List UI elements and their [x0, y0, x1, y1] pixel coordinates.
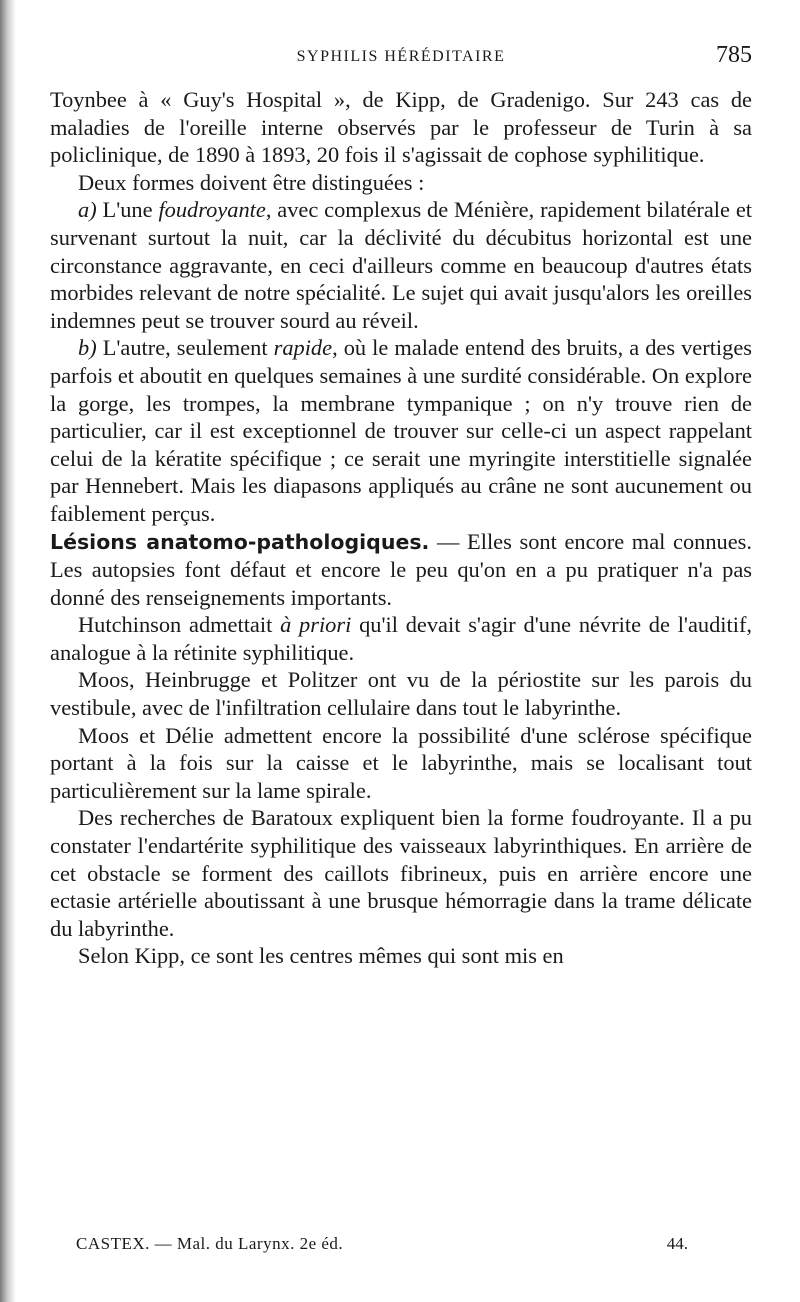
paragraph-moos-delie: Moos et Délie admettent encore la possibilité d'une sclérose spécifique portant à la fois sur la caisse et le labyrinthe, mais se localisant tout particulièrement sur la lame spirale. [50, 722, 752, 803]
running-title: SYPHILIS HÉRÉDITAIRE [296, 48, 506, 65]
term-foudroyante: foudroyante [158, 197, 266, 223]
paragraph-lesions [50, 528, 752, 612]
paragraph-form-b [50, 334, 752, 527]
paragraph-form-a-lead: L'une [96, 197, 159, 223]
paragraph-baratoux: Des recherches de Baratoux expliquent bien la forme foudroyante. Il a pu constater l'endartérite syphilitique des vaisseaux labyrinthiques. En arrière de cet obstacle se forment des caillots fibrineux, puis en arrière encore une ectasie artérielle aboutissant à une brusque hémorragie dans la trame délicate du labyrinthe. [50, 805, 752, 941]
footer-signature: CASTEX. — Mal. du Larynx. 2e éd. [76, 1234, 344, 1253]
paragraph-form-b-text: , où le malade entend des bruits, a des vertiges parfois et aboutit en quelques semaines à une surdité considérable. On explore la gorge, les trompes, la membrane tympanique ; on n'y trouve rien de particulier, car il est exceptionnel de trouver sur celle-ci un aspect rappelant celui de la kératite spécifique ; ce serait une myringite interstitielle signalée par Hennebert. Mais les diapasons appliqués au crâne ne sont aucunement ou faiblement perçus. [50, 335, 752, 526]
running-head [50, 40, 752, 74]
paragraph-kipp: Selon Kipp, ce sont les centres mêmes qui sont mis en [78, 943, 564, 969]
paragraph-moos-politzer: Moos, Heinbrugge et Politzer ont vu de la périostite sur les parois du vestibule, avec de l'infiltration cellulaire dans tout le labyrinthe. [50, 667, 752, 721]
page-number: 785 [716, 42, 752, 68]
term-rapide: rapide [273, 335, 333, 361]
paragraph-hutchinson [50, 611, 752, 666]
paragraph-form-a-text: , avec complexus de Ménière, rapidement bilatérale et survenant surtout la nuit, car la déclivité du décubitus horizontal est une circonstance aggravante, en ceci d'ailleurs comme en beaucoup d'autres états morbides relevant de notre spécialité. Le sujet qui avait jusqu'alors les oreilles indemnes peut se trouver sourd au réveil. [50, 197, 752, 333]
paragraph-hutchinson-lead: Hutchinson admettait [78, 612, 281, 638]
list-marker-b: b) [78, 335, 97, 361]
paragraph-lesions-text: — Elles sont encore mal connues. Les autopsies font défaut et encore le peu qu'on en a pu pratiquer n'a pas donné des renseignements importants. [50, 528, 752, 610]
paragraph-two-forms: Deux formes doivent être distinguées : [78, 169, 425, 195]
paragraph-form-b-lead: L'autre, seulement [96, 335, 274, 361]
paragraph-hutchinson-text: qu'il devait s'agir d'une névrite de l'auditif, analogue à la rétinite syphilitique. [50, 612, 752, 665]
paragraph-form-a [50, 196, 752, 334]
term-a-priori: à priori [280, 612, 352, 638]
section-heading: Lésions anatomo-pathologiques. [50, 529, 430, 554]
footer-sheet-number: 44. [666, 1234, 688, 1253]
list-marker-a: a) [78, 197, 97, 223]
paragraph-intro: Toynbee à « Guy's Hospital », de Kipp, de Gradenigo. Sur 243 cas de maladies de l'oreille interne observés par le professeur de Turin à sa policlinique, de 1890 à 1893, 20 fois il s'agissait de cophose syphilitique. [50, 87, 752, 168]
body-text [50, 86, 752, 970]
